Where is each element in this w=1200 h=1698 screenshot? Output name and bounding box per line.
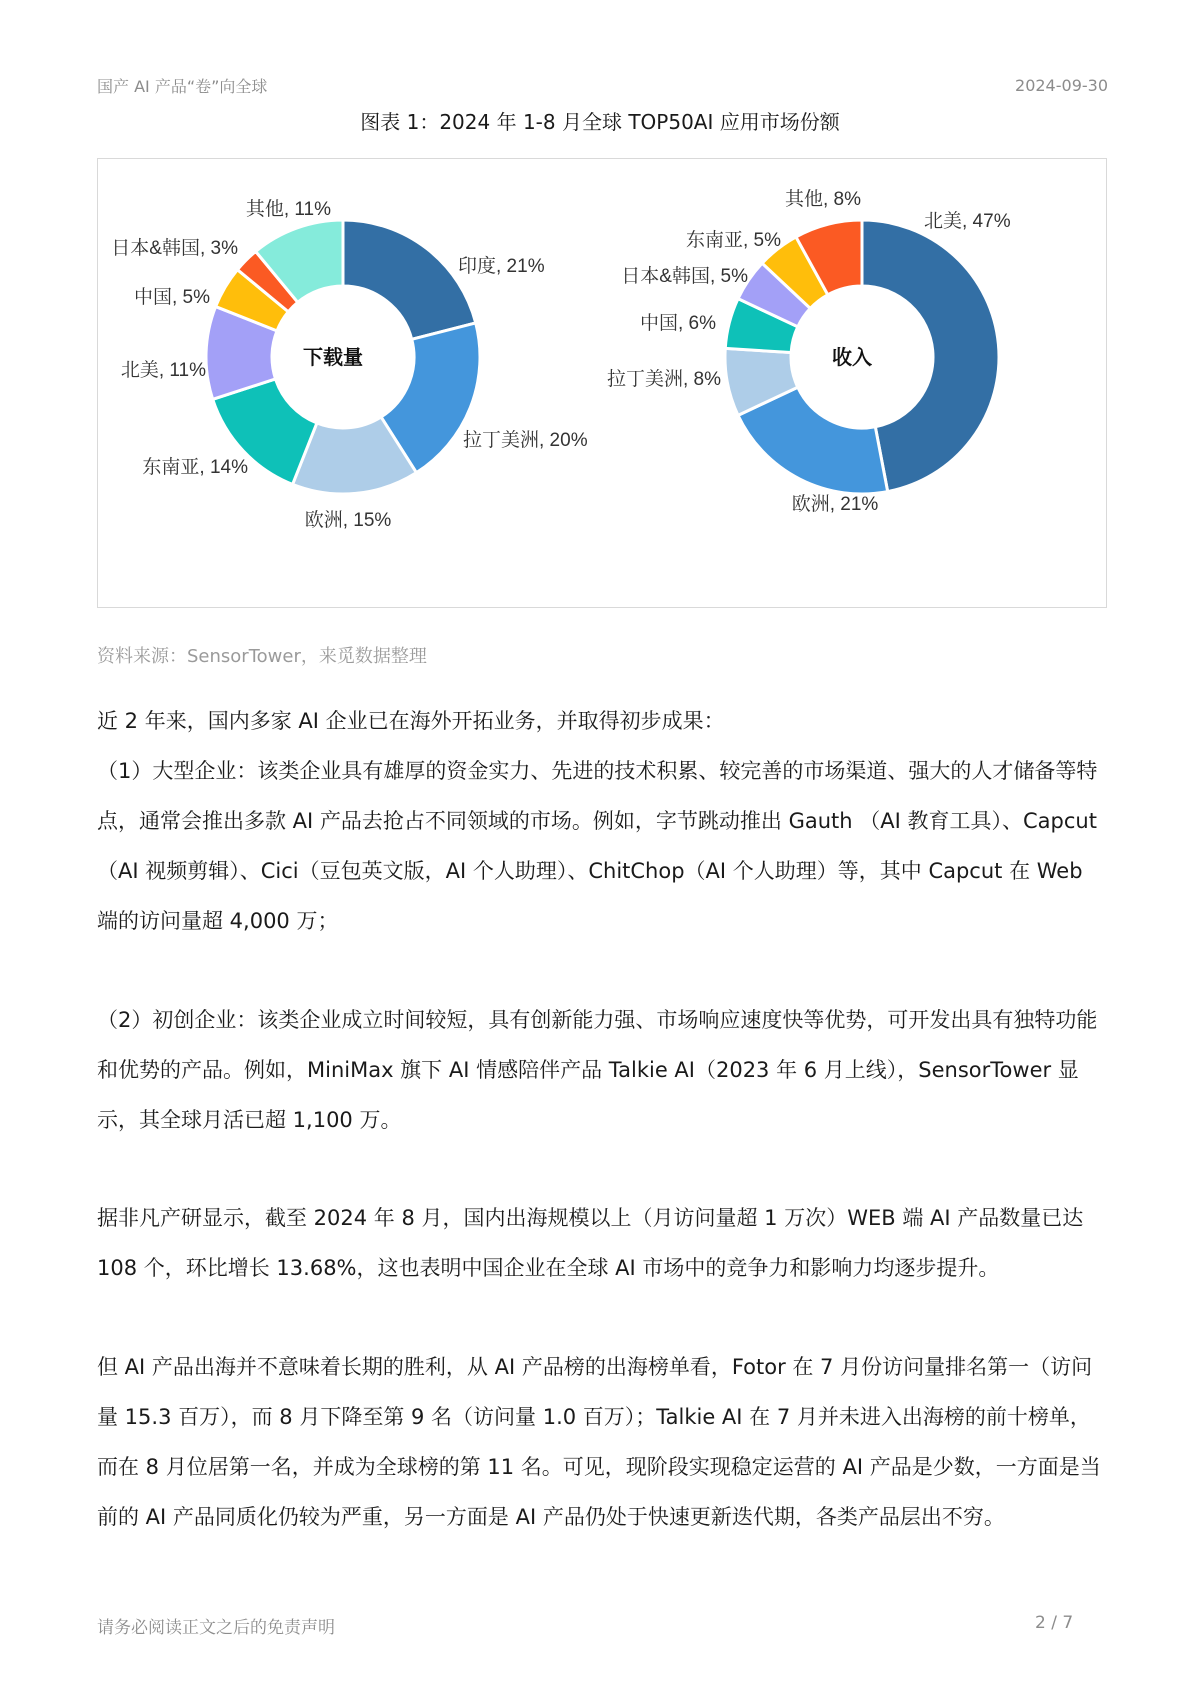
- paragraph-statistics: 据非凡产研显示，截至 2024 年 8 月，国内出海规模以上（月访问量超 1 万次）WEB 端 AI 产品数量已达 108 个，环比增长 13.68%，这也表明中国企业在全球 AI 市场中的竞争力和影响力均逐步提升。: [97, 1206, 1084, 1280]
- chart-frame: [97, 158, 1107, 608]
- slice-label: 北美, 47%: [924, 211, 1011, 232]
- header-date: 2024-09-30: [1015, 76, 1108, 95]
- slice-label: 日本&韩国, 5%: [621, 266, 748, 287]
- donut-center-title: 收入: [832, 345, 872, 369]
- header-title: 国产 AI 产品“卷”向全球: [97, 77, 268, 96]
- footer-page-number: 2 / 7: [1035, 1613, 1074, 1633]
- slice-label: 印度, 21%: [458, 256, 545, 277]
- slice-label: 东南亚, 14%: [142, 457, 248, 478]
- donut-charts: [98, 159, 1108, 609]
- paragraph-large-enterprises: （1）大型企业：该类企业具有雄厚的资金实力、先进的技术积累、较完善的市场渠道、强大的人才储备等特点，通常会推出多款 AI 产品去抢占不同领域的市场。例如，字节跳动推出 Gauth （AI 教育工具）、Capcut（AI 视频剪辑）、Cici（豆包英文版，AI 个人助理）、ChitChop（AI 个人助理）等，其中 Capcut 在 Web 端的访问量超 4,000 万；: [97, 759, 1098, 933]
- slice-label: 其他, 8%: [784, 189, 861, 210]
- figure-title: 图表 1：2024 年 1-8 月全球 TOP50AI 应用市场份额: [360, 110, 840, 134]
- slice-label: 欧洲, 15%: [304, 510, 392, 531]
- slice-label: 其他, 11%: [245, 199, 331, 220]
- donut-center-title: 下载量: [303, 345, 363, 369]
- paragraph-startups: （2）初创企业：该类企业成立时间较短，具有创新能力强、市场响应速度快等优势，可开发出具有独特功能和优势的产品。例如，MiniMax 旗下 AI 情感陪伴产品 Talkie AI（2023 年 6 月上线），SensorTower 显示，其全球月活已超 1,100 万。: [97, 1008, 1098, 1132]
- slice-label: 中国, 6%: [639, 313, 716, 334]
- paragraph-intro: 近 2 年来，国内多家 AI 企业已在海外开拓业务，并取得初步成果：: [97, 709, 725, 733]
- paragraph-conclusion: 但 AI 产品出海并不意味着长期的胜利，从 AI 产品榜的出海榜单看，Fotor 在 7 月份访问量排名第一（访问量 15.3 百万），而 8 月下降至第 9 名（访问量 1.0 百万）；Talkie AI 在 7 月并未进入出海榜的前十榜单，而在 8 月位居第一名，并成为全球榜的第 11 名。可见，现阶段实现稳定运营的 AI 产品是少数，一方面是当前的 AI 产品同质化仍较为严重，另一方面是 AI 产品仍处于快速更新迭代期，各类产品层出不穷。: [97, 1355, 1101, 1529]
- slice-label: 中国, 5%: [133, 287, 210, 308]
- slice-label: 欧洲, 21%: [791, 494, 879, 515]
- slice-label: 北美, 11%: [120, 360, 206, 381]
- slice-label: 日本&韩国, 3%: [111, 238, 238, 259]
- slice-label: 拉丁美洲, 20%: [463, 430, 588, 451]
- slice-label: 东南亚, 5%: [685, 230, 781, 251]
- footer-disclaimer: 请务必阅读正文之后的免责声明: [97, 1618, 335, 1638]
- donut-slice-印度: [343, 220, 476, 339]
- source-note: 资料来源：SensorTower，来觅数据整理: [97, 646, 427, 667]
- slice-label: 拉丁美洲, 8%: [606, 369, 721, 390]
- donut-slice-北美: [862, 220, 999, 492]
